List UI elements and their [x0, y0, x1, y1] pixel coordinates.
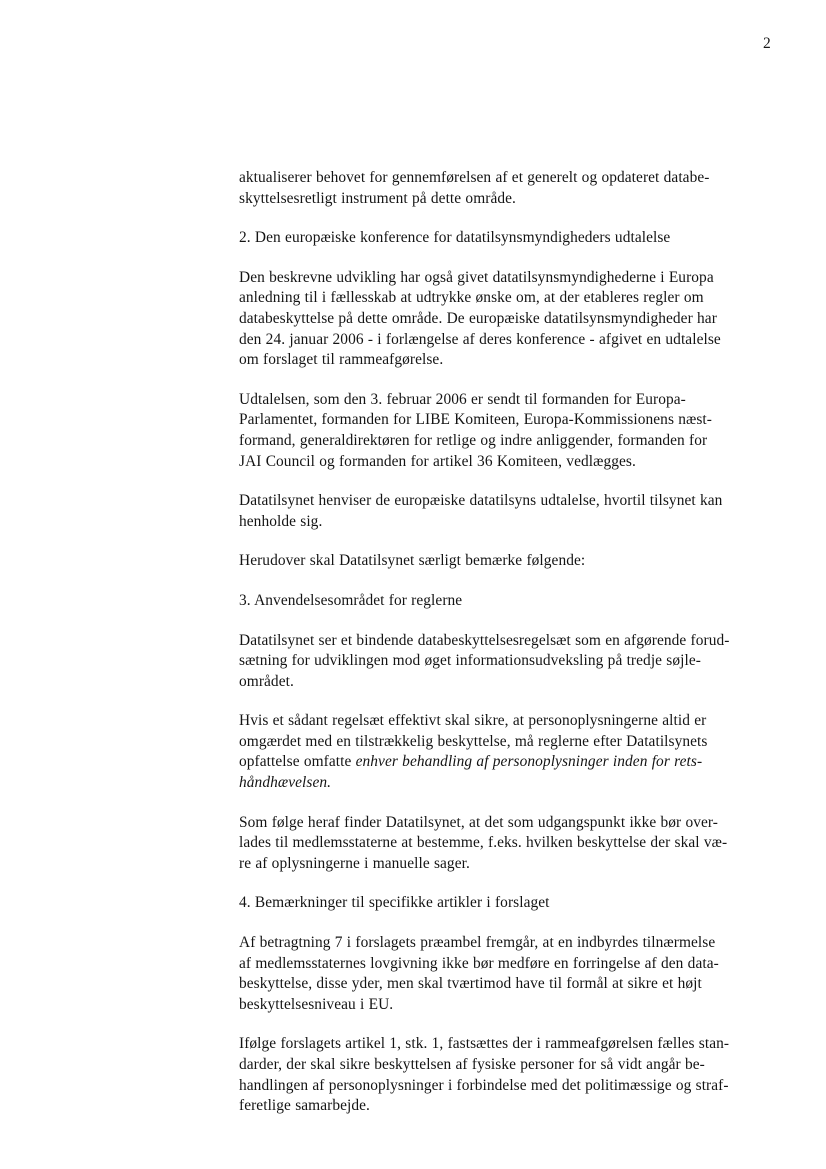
- body-paragraph: [239, 268, 765, 371]
- text-line: beskyttelsesniveau i EU.: [239, 995, 394, 1013]
- emphasised-text: håndhævelsen.: [239, 774, 332, 792]
- text-line: Datatilsynet ser et bindende databeskyttelsesregelsæt som en afgørende forud-: [239, 631, 730, 649]
- paragraph-text: Hvis et sådant regelsæt effektivt skal sikre, at personoplysningerne altid er: [239, 712, 707, 730]
- paragraph-text: opfattelse omfatte: [239, 753, 356, 771]
- text-line: JAI Council og formanden for artikel 36 Komiteen, vedlægges.: [239, 452, 636, 470]
- text-line: Datatilsynet henviser de europæiske datatilsyns udtalelse, hvortil tilsynet kan: [239, 492, 723, 510]
- page-number: 2: [763, 35, 771, 52]
- text-line: databeskyttelse på dette område. De europæiske datatilsynsmyndigheder har: [239, 309, 717, 327]
- text-line: lades til medlemsstaterne at bestemme, f.eks. hvilken beskyttelse der skal væ-: [239, 834, 728, 852]
- body-paragraph: [239, 551, 765, 572]
- text-line: Ifølge forslagets artikel 1, stk. 1, fastsættes der i rammeafgørelsen fælles stan-: [239, 1035, 730, 1053]
- text-line: Af betragtning 7 i forslagets præambel fremgår, at en indbyrdes tilnærmelse: [239, 934, 716, 952]
- text-line: Udtalelsen, som den 3. februar 2006 er sendt til formanden for Europa-: [239, 390, 686, 408]
- body-paragraph: [239, 631, 765, 693]
- text-line: Parlamentet, formanden for LIBE Komiteen, Europa-Kommissionens næst-: [239, 411, 712, 429]
- text-line: formand, generaldirektøren for retlige og indre anliggender, formanden for: [239, 431, 708, 449]
- text-line: Den beskrevne udvikling har også givet datatilsynsmyndighederne i Europa: [239, 268, 714, 286]
- section-heading: [239, 228, 765, 249]
- section-heading: [239, 893, 765, 914]
- text-line: sætning for udviklingen mod øget informationsudveksling på tredje søjle-: [239, 652, 701, 670]
- text-line: aktualiserer behovet for gennemførelsen af et generelt og opdateret databe-: [239, 169, 710, 186]
- text-line: henholde sig.: [239, 512, 323, 530]
- paragraph-text: omgærdet med en tilstrækkelig beskyttelse, må reglerne efter Datatilsynets: [239, 732, 708, 750]
- text-line: anledning til i fællesskab at udtrykke ønske om, at der etableres regler om: [239, 289, 704, 307]
- text-line: beskyttelse, disse yder, men skal tværtimod have til formål at sikre et højt: [239, 975, 702, 993]
- text-line: den 24. januar 2006 - i forlængelse af deres konference - afgivet en udtalelse: [239, 330, 721, 348]
- text-line: skyttelsesretligt instrument på dette område.: [239, 189, 516, 207]
- text-line: 3. Anvendelsesområdet for reglerne: [239, 591, 463, 609]
- emphasised-text: enhver behandling af personoplysninger inden for rets-: [355, 753, 703, 771]
- document-body: [239, 168, 765, 1136]
- text-line: Som følge heraf finder Datatilsynet, at det som udgangspunkt ikke bør over-: [239, 813, 719, 831]
- body-paragraph: [239, 813, 765, 875]
- text-line: darder, der skal sikre beskyttelsen af fysiske personer for så vidt angår be-: [239, 1056, 705, 1073]
- body-paragraph: [239, 168, 765, 209]
- text-line: området.: [239, 672, 294, 690]
- body-paragraph: [239, 491, 765, 532]
- text-line: 2. Den europæiske konference for datatilsynsmyndigheders udtalelse: [239, 229, 671, 247]
- text-line: om forslaget til rammeafgørelse.: [239, 351, 444, 369]
- text-line: af medlemsstaternes lovgivning ikke bør medføre en forringelse af den data-: [239, 954, 719, 972]
- text-line: re af oplysningerne i manuelle sager.: [239, 854, 470, 872]
- text-line: feretlige samarbejde.: [239, 1097, 370, 1115]
- section-heading: [239, 591, 765, 612]
- text-line: handlingen af personoplysninger i forbindelse med det politimæssige og straf-: [239, 1076, 729, 1094]
- body-paragraph: [239, 711, 765, 793]
- text-line: Herudover skal Datatilsynet særligt bemærke følgende:: [239, 552, 586, 570]
- body-paragraph: [239, 933, 765, 1015]
- body-paragraph: [239, 1034, 765, 1116]
- text-line: 4. Bemærkninger til specifikke artikler i forslaget: [239, 894, 550, 912]
- body-paragraph: [239, 390, 765, 472]
